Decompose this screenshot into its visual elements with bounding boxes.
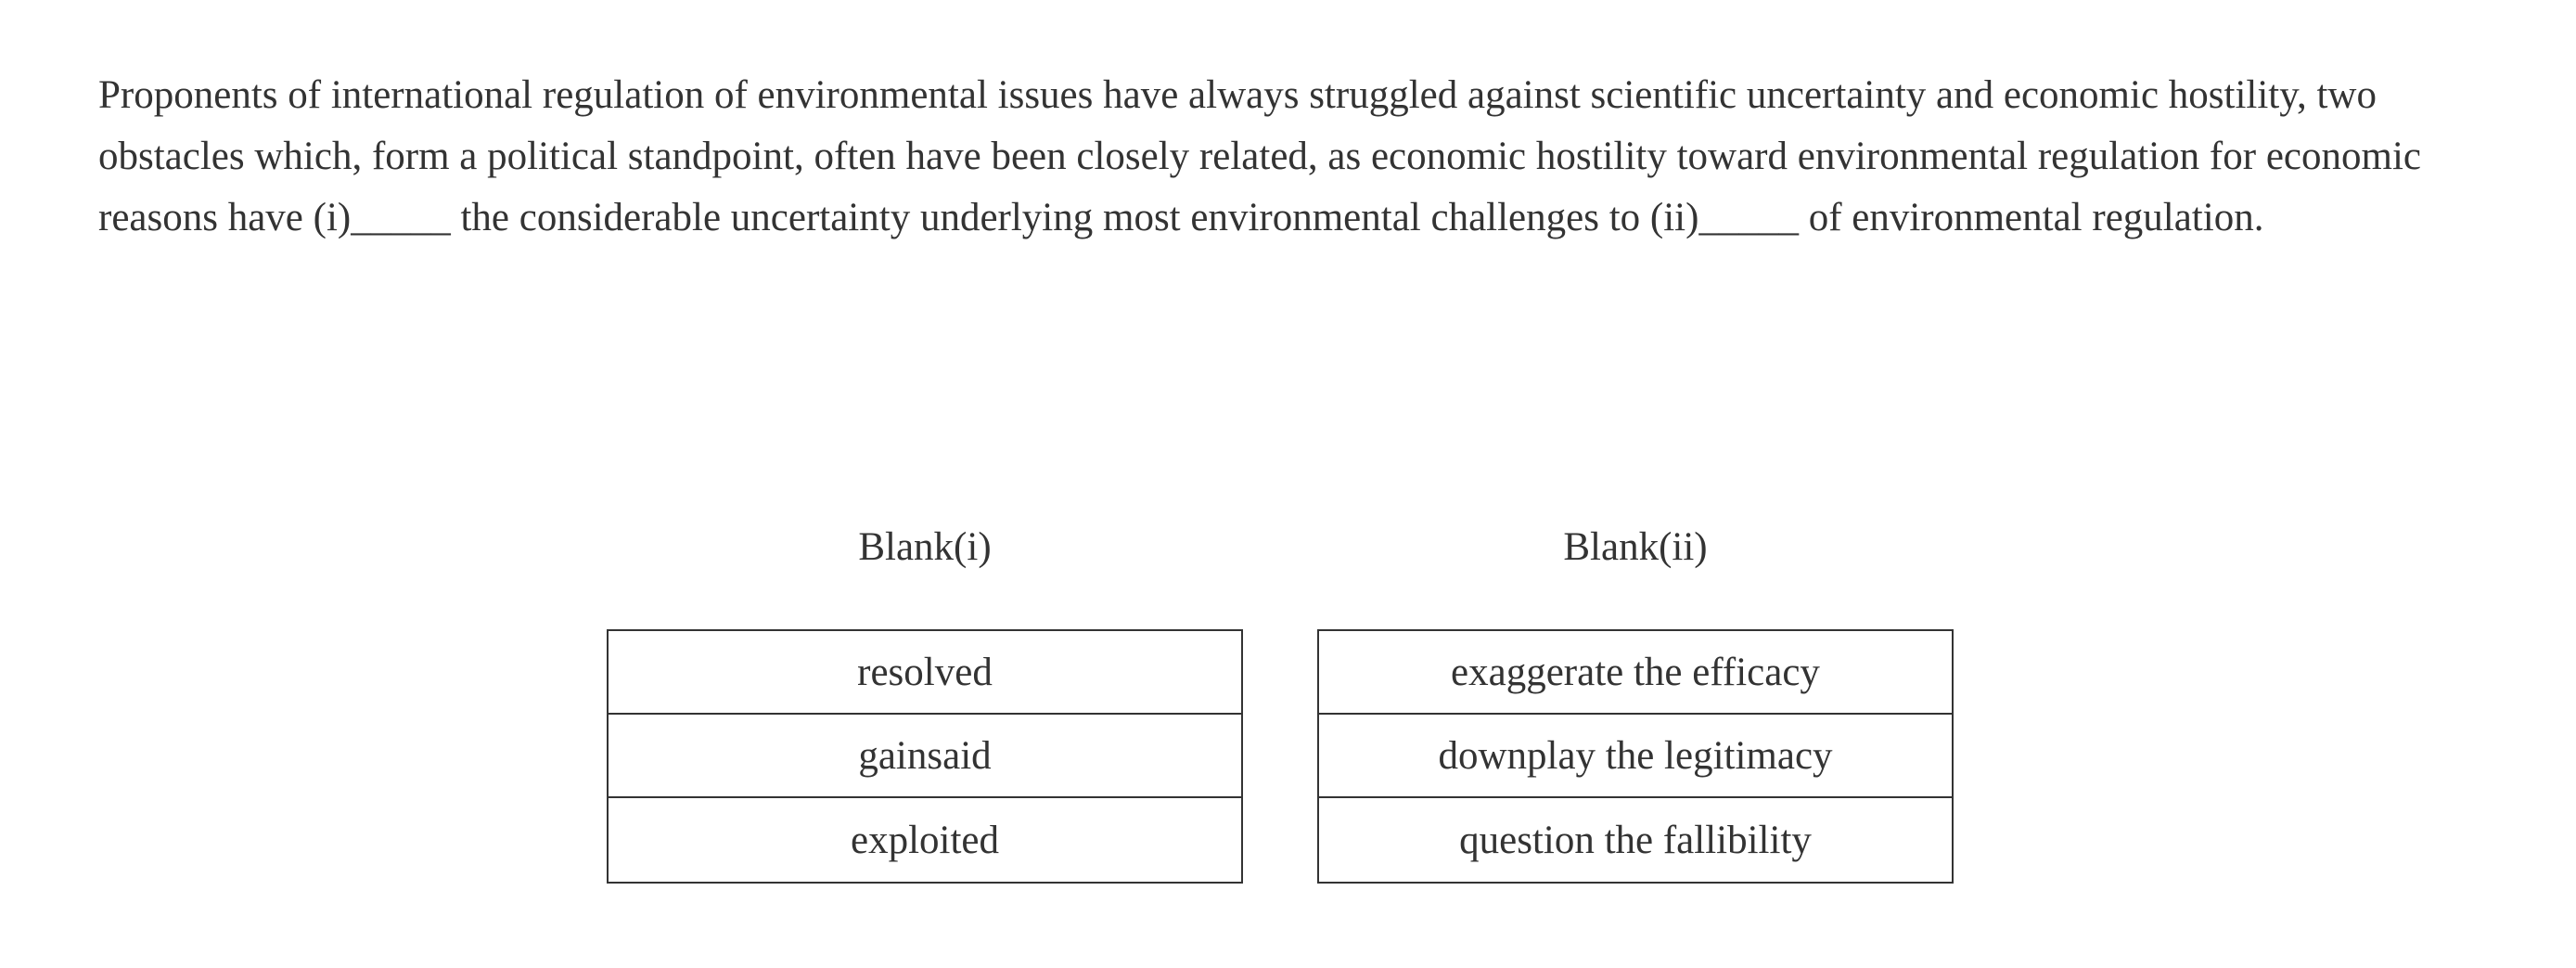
blank-ii-option-question[interactable]: question the fallibility xyxy=(1459,818,1812,862)
question-passage: Proponents of international regulation of environmental issues have always struggled against scientific uncertainty and economic hostility, two obstacles which, form a political standpoint, often have been closely related, as economic hostility toward environmental regulation for economic reasons have (i)_____ the considerable uncertainty underlying most environmental challenges to (ii)_____ of environmental regulation. xyxy=(98,73,2421,239)
blank-i-option-exploited[interactable]: exploited xyxy=(850,818,999,862)
blank-ii-option-exaggerate[interactable]: exaggerate the efficacy xyxy=(1319,631,1952,715)
blank-ii-title: Blank(ii) xyxy=(1563,525,1708,569)
blank-i-option-resolved[interactable]: resolved xyxy=(609,631,1241,715)
blank-i-title: Blank(i) xyxy=(858,525,992,569)
blank-ii-option-downplay[interactable]: downplay the legitimacy xyxy=(1319,715,1952,798)
blank-ii-choices xyxy=(1317,629,1954,884)
blank-i-option-gainsaid[interactable]: gainsaid xyxy=(609,715,1241,798)
blank-i-choices xyxy=(607,629,1243,884)
